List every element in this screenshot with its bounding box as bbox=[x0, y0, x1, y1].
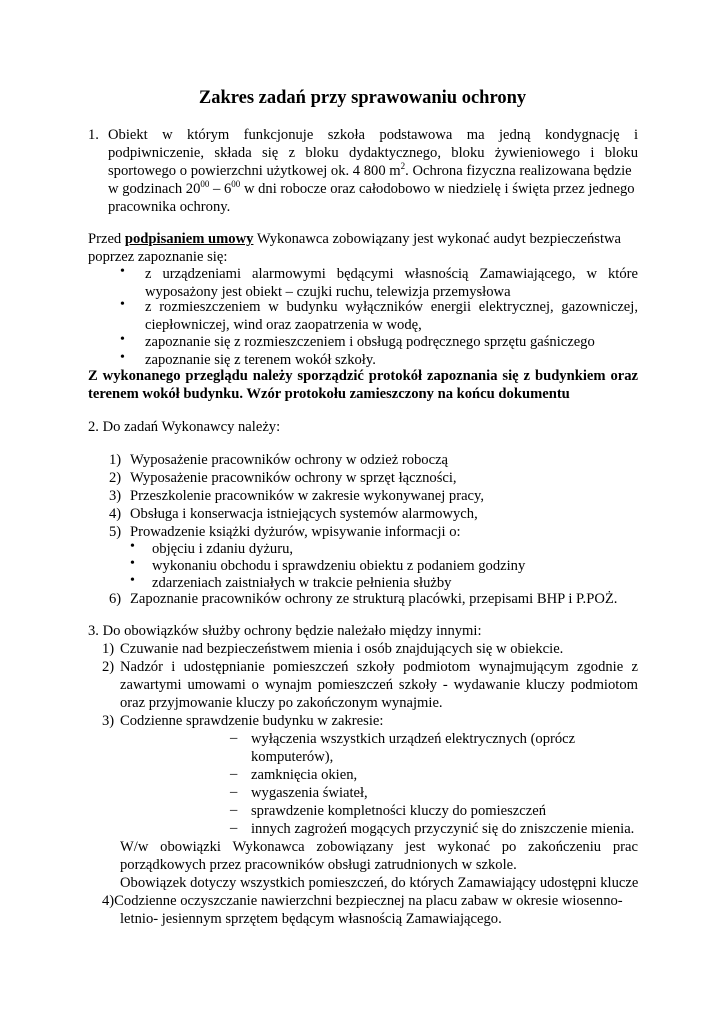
dash-icon: – bbox=[230, 730, 238, 746]
section-2-item-number: 5) bbox=[109, 524, 122, 540]
check-item-2: zamknięcia okien, bbox=[251, 767, 358, 783]
bullet-icon: • bbox=[120, 297, 125, 312]
section-2-heading: 2. Do zadań Wykonawcy należy: bbox=[88, 419, 281, 435]
section-2-item-number: 3) bbox=[109, 488, 122, 504]
section-2-subitem: objęciu i zdaniu dyżuru, bbox=[152, 541, 294, 557]
audit-line-1: Przed podpisaniem umowy Wykonawca zobowiązany jest wykonać audyt bezpieczeństwa bbox=[88, 231, 622, 247]
bullet-icon: • bbox=[120, 264, 125, 279]
audit-emphasis: podpisaniem umowy bbox=[124, 231, 254, 247]
check-item-5: innych zagrożeń mogących przyczynić się do zniszczenie mienia. bbox=[251, 821, 635, 837]
audit-bold-line-2: terenem wokół budynku. Wzór protokołu zamieszczony na końcu dokumentu bbox=[88, 386, 570, 402]
section-2-item: Prowadzenie książki dyżurów, wpisywanie informacji o: bbox=[130, 524, 461, 540]
section-2-item-number: 4) bbox=[109, 506, 122, 522]
section-3-heading: 3. Do obowiązków służby ochrony będzie należało między innymi: bbox=[88, 623, 482, 639]
section-2-item: Przeszkolenie pracowników w zakresie wykonywanej pracy, bbox=[130, 488, 485, 504]
section-1-line-4: w godzinach $20^{00} - 6^{00}$ w dni robocze oraz całodobowo w niedzielę i święta przez jednego bbox=[108, 179, 635, 197]
check-item-4: sprawdzenie kompletności kluczy do pomieszczeń bbox=[251, 803, 547, 819]
document-title: Zakres zadań przy sprawowaniu ochrony bbox=[198, 88, 527, 108]
section-2-item: Wyposażenie pracowników ochrony w odzież roboczą bbox=[130, 452, 449, 468]
bullet-icon: • bbox=[120, 332, 125, 347]
check-item-1-line-1: wyłączenia wszystkich urządzeń elektrycznych (oprócz bbox=[251, 731, 576, 747]
section-2-item-number: 6) bbox=[109, 591, 122, 607]
section-1-line-3: sportowego o powierzchni użytkowej ok. 4 800 $m^2$. Ochrona fizyczna realizowana będzie bbox=[108, 161, 632, 179]
check-item-1-line-2: komputerów), bbox=[251, 749, 334, 765]
section-3-item-number: 1) bbox=[102, 641, 115, 657]
bullet-icon: • bbox=[120, 350, 125, 365]
section-1-line-5: pracownika ochrony. bbox=[108, 199, 231, 215]
section-1-number: 1. bbox=[88, 127, 99, 143]
section-2-subitem: wykonaniu obchodu i sprawdzeniu obiektu z podaniem godziny bbox=[152, 558, 526, 574]
bullet-icon: • bbox=[130, 573, 135, 588]
section-3-item-4-line-1: 4)Codzienne oczyszczanie nawierzchni bezpiecznej na placu zabaw w okresie wiosenno- bbox=[102, 893, 623, 909]
section-1-line-1: Obiekt w którym funkcjonuje szkoła podstawowa ma jedną kondygnację i bbox=[108, 127, 638, 143]
section-3-item-number: 3) bbox=[102, 713, 115, 729]
section-2-item-number: 2) bbox=[109, 470, 122, 486]
dash-icon: – bbox=[230, 766, 238, 782]
dash-icon: – bbox=[230, 820, 238, 836]
audit-item-2-line-2: ciepłowniczej, wind oraz zaopatrzenia w wodę, bbox=[145, 317, 422, 333]
check-item-3: wygaszenia świateł, bbox=[251, 785, 368, 801]
section-3-item-1: Czuwanie nad bezpieczeństwem mienia i osób znajdujących się w obiekcie. bbox=[120, 641, 564, 657]
audit-item-1-line-1: z urządzeniami alarmowymi będącymi własnością Zamawiającego, w które bbox=[145, 266, 638, 282]
obligation-line-2: porządkowych przez pracowników obsługi zatrudnionych w szkole. bbox=[120, 857, 517, 873]
obligation-keys-line: Obowiązek dotyczy wszystkich pomieszczeń, do których Zamawiający udostępni klucze bbox=[120, 875, 639, 891]
obligation-line-1: W/w obowiązki Wykonawca zobowiązany jest wykonać po zakończeniu prac bbox=[120, 839, 638, 855]
bullet-icon: • bbox=[130, 556, 135, 571]
section-2-item: Zapoznanie pracowników ochrony ze strukturą placówki, przepisami BHP i P.POŻ. bbox=[130, 591, 618, 607]
section-3-item-2-line-3: oraz przyjmowanie kluczy po zakończonym wynajmie. bbox=[120, 695, 443, 711]
section-2-item: Wyposażenie pracowników ochrony w sprzęt łączności, bbox=[130, 470, 457, 486]
audit-item-3: zapoznanie się z rozmieszczeniem i obsługą podręcznego sprzętu gaśniczego bbox=[145, 334, 595, 350]
audit-bold-line-1: Z wykonanego przeglądu należy sporządzić protokół zapoznania się z budynkiem oraz bbox=[88, 368, 638, 384]
section-1-line-2: podpiwniczenie, składa się z bloku dydaktycznego, bloku żywieniowego i bloku bbox=[108, 145, 638, 161]
dash-icon: – bbox=[230, 784, 238, 800]
audit-line-2: poprzez zapoznanie się: bbox=[88, 249, 228, 265]
section-2-item: Obsługa i konserwacja istniejących systemów alarmowych, bbox=[130, 506, 478, 522]
section-3-item-number: 2) bbox=[102, 659, 115, 675]
audit-item-1-line-2: wyposażony jest obiekt – czujki ruchu, telewizja przemysłowa bbox=[145, 284, 511, 300]
section-3-item-2-line-2: zawartymi umowami o wynajm pomieszczeń szkoły - wydawanie kluczy podmiotom bbox=[120, 677, 638, 693]
section-2-subitem: zdarzeniach zaistniałych w trakcie pełnienia służby bbox=[152, 575, 452, 591]
dash-icon: – bbox=[230, 802, 238, 818]
section-3-item-2-line-1: Nadzór i udostępnianie pomieszczeń szkoły podmiotom wynajmującym zgodnie z bbox=[120, 659, 638, 675]
section-2-item-number: 1) bbox=[109, 452, 122, 468]
audit-item-4: zapoznanie się z terenem wokół szkoły. bbox=[145, 352, 376, 368]
audit-item-2-line-1: z rozmieszczeniem w budynku wyłączników energii elektrycznej, gazowniczej, bbox=[145, 299, 638, 315]
bullet-icon: • bbox=[130, 539, 135, 554]
section-3-item-4-line-2: letnio- jesiennym sprzętem będącym własnością Zamawiającego. bbox=[120, 911, 502, 927]
section-3-item-3: Codzienne sprawdzenie budynku w zakresie: bbox=[120, 713, 384, 729]
